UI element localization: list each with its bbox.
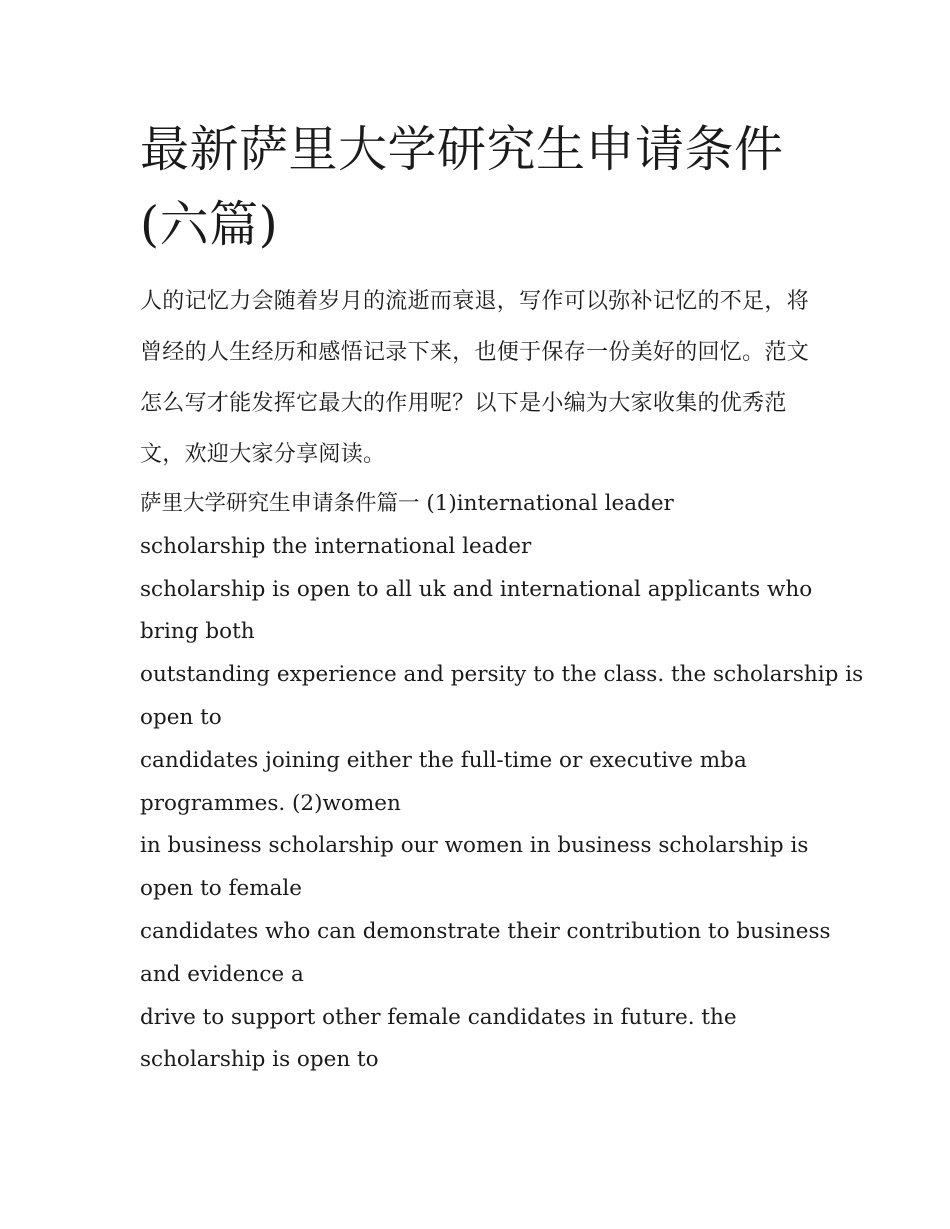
text-line: in business scholarship our women in business scholarship is — [140, 833, 809, 859]
page-title: 最新萨里大学研究生申请条件(六篇) — [140, 121, 784, 253]
text-line: drive to support other female candidates in future. the — [140, 1004, 737, 1030]
text-line: scholarship is open to all uk and international applicants who — [140, 576, 813, 602]
text-line: candidates who can demonstrate their contribution to business — [140, 918, 831, 944]
text-line: 萨里大学研究生申请条件篇一 (1)international leader — [140, 491, 674, 516]
text-line: open to — [140, 704, 222, 730]
text-line: scholarship is open to — [140, 1047, 379, 1073]
text-line: scholarship the international leader — [140, 533, 532, 559]
text-line: bring both — [140, 619, 255, 645]
body-text — [140, 483, 864, 1082]
intro-paragraph: 人的记忆力会随着岁月的流逝而衰退，写作可以弥补记忆的不足，将曾经的人生经历和感悟记录下来，也便于保存一份美好的回忆。范文怎么写才能发挥它最大的作用呢？以下是小编为大家收集的优秀范文，欢迎大家分享阅读。 — [140, 289, 810, 467]
text-line: candidates joining either the full-time or executive mba — [140, 747, 747, 773]
text-line: programmes. (2)women — [140, 790, 401, 816]
text-line: outstanding experience and persity to the class. the scholarship is — [140, 662, 864, 688]
text-line: open to female — [140, 876, 303, 902]
text-line: and evidence a — [140, 961, 304, 987]
